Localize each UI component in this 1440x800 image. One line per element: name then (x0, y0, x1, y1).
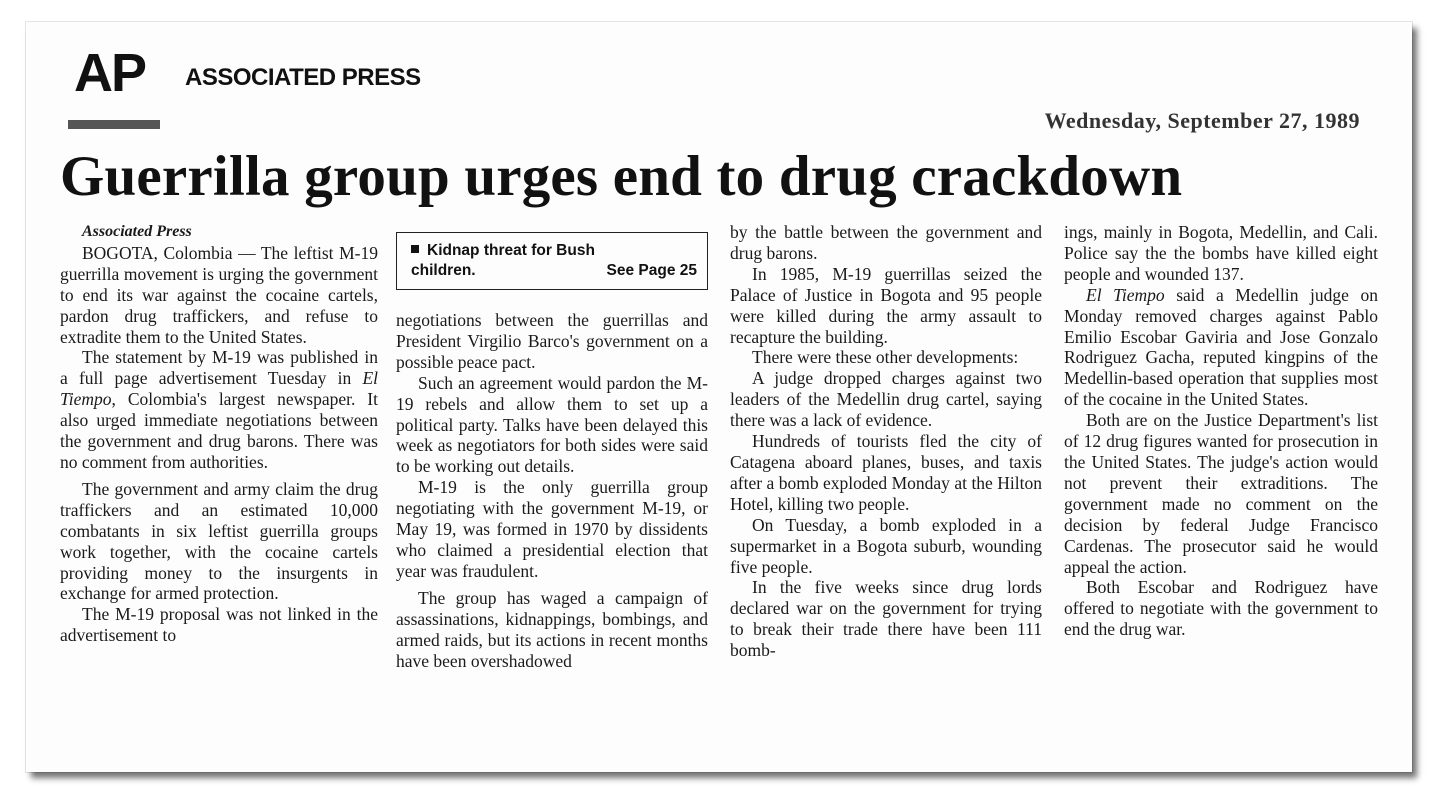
paragraph: negotiations between the guerrillas and President Virgilio Barco's government on a possible peace pact. (396, 310, 708, 372)
promo-box (396, 232, 708, 290)
paragraph: The M-19 proposal was not linked in the advertisement to (60, 604, 378, 646)
paragraph: ings, mainly in Bogota, Medellin, and Cali. Police say the the bombs have killed eight people and wounded 137. (1064, 222, 1378, 284)
newspaper-name: El Tiempo (1086, 284, 1165, 305)
promo-title-cont: children. (411, 262, 476, 279)
paragraph: by the battle between the government and drug barons. (730, 222, 1042, 263)
logo-underline (68, 120, 160, 129)
promo-title: Kidnap threat for Bush (427, 242, 595, 259)
paragraph: Such an agreement would pardon the M-19 rebels and allow them to set up a political party. Talks have been delayed this week as negotiators for both sides were said to be working out details. (396, 372, 708, 477)
paragraph: The government and army claim the drug traffickers and an estimated 10,000 combatants in six leftist guerrilla groups work together, with the cocaine cartels providing money to the insurgents in exchange for armed protection. (60, 478, 378, 604)
paragraph: Both are on the Justice Department's list of 12 drug figures wanted for prosecution in the United States. The judge's action would not prevent their extraditions. The government made no comment on the decision by federal Judge Francisco Cardenas. The prosecutor said he would appeal the action. (1064, 410, 1378, 577)
publisher-name: ASSOCIATED PRESS (185, 64, 421, 91)
article-column-2 (396, 222, 708, 671)
ap-logo: AP (74, 43, 146, 103)
paragraph: The group has waged a campaign of assassinations, kidnappings, bombings, and armed raids, but its actions in recent months have been overshadowed (396, 587, 708, 671)
paragraph: El Tiempo said a Medellin judge on Monday removed charges against Pablo Emilio Escobar Gaviria and Jose Gonzalo Rodriguez Gacha, reputed kingpins of the Medellin-based operation that supplies most of the cocaine in the United States. (1064, 284, 1378, 410)
paragraph: M-19 is the only guerrilla group negotiating with the government M-19, or May 19, was formed in 1970 by dissidents who claimed a presidential election that year was fraudulent. (396, 477, 708, 581)
paragraph: There were these other developments: (752, 347, 1019, 368)
byline: Associated Press (82, 223, 192, 240)
paragraph: A judge dropped charges against two leaders of the Medellin drug cartel, saying there was a lack of evidence. (730, 368, 1042, 431)
paragraph: Hundreds of tourists fled the city of Catagena aboard planes, buses, and taxis after a bomb exploded Monday at the Hilton Hotel, killing two people. (730, 431, 1042, 514)
bullet-square-icon (411, 245, 419, 253)
paragraph: On Tuesday, a bomb exploded in a supermarket in a Bogota suburb, wounding five people. (730, 514, 1042, 577)
publication-date: Wednesday, September 27, 1989 (1044, 108, 1360, 133)
paragraph: In 1985, M-19 guerrillas seized the Palace of Justice in Bogota and 95 people were killed during the army assault to recapture the building. (730, 263, 1042, 347)
article-column-4 (1064, 222, 1378, 640)
paragraph: The statement by M-19 was published in a full page advertisement Tuesday in El Tiempo, Colombia's largest newspaper. It also urged immediate negotiations between the government and drug barons. There was no comment from authorities. (60, 347, 378, 472)
article-column-3 (730, 222, 1042, 661)
paragraph: In the five weeks since drug lords declared war on the government for trying to break their trade there have been 111 bomb- (730, 577, 1042, 661)
article-column-1 (60, 222, 378, 646)
headline: Guerrilla group urges end to drug crackdown (60, 145, 1183, 208)
promo-page-ref: See Page 25 (606, 262, 697, 279)
newspaper-clipping (26, 22, 1412, 772)
newspaper-name: El Tiempo (60, 368, 378, 410)
paragraph: BOGOTA, Colombia — The leftist M-19 guerrilla movement is urging the government to end its war against the cocaine cartels, pardon drug traffickers, and refuse to extradite them to the United States. (60, 242, 378, 347)
paragraph: Both Escobar and Rodriguez have offered to negotiate with the government to end the drug war. (1064, 577, 1378, 640)
